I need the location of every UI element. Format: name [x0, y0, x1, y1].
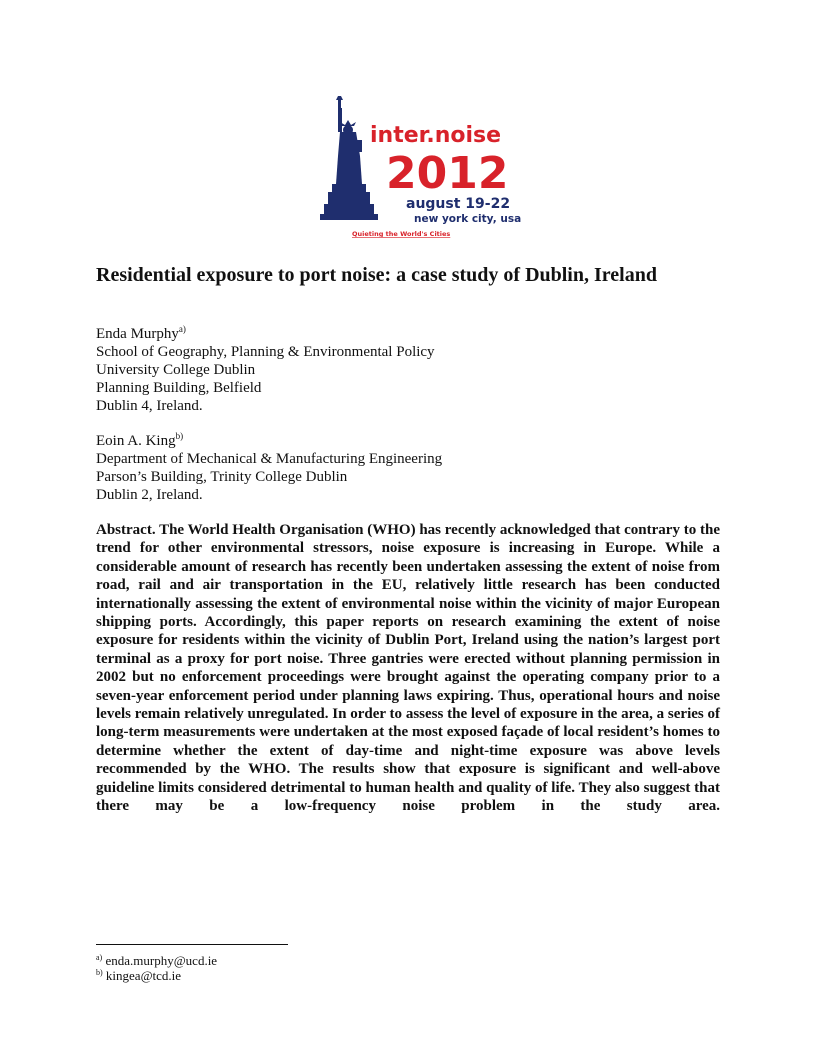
footnote-divider	[96, 944, 288, 945]
affiliation-line: School of Geography, Planning & Environmental Policy	[96, 344, 435, 360]
conference-logo	[318, 96, 522, 242]
affiliation-line: Dublin 2, Ireland.	[96, 487, 203, 503]
logo-line1: inter.noise	[370, 123, 502, 148]
abstract	[96, 521, 720, 816]
affiliation-line: Department of Mechanical & Manufacturing Engineering	[96, 451, 443, 467]
affiliation-line: Planning Building, Belfield	[96, 380, 262, 396]
author-block-1	[96, 325, 736, 415]
footnote-email: enda.murphy@ucd.ie	[105, 953, 218, 968]
footnote-marker: a)	[96, 953, 103, 962]
author-marker: b)	[175, 431, 184, 441]
author-marker: a)	[178, 324, 186, 334]
footnote-b	[96, 968, 181, 983]
affiliation-line: Parson’s Building, Trinity College Dublin	[96, 469, 348, 485]
logo-tagline: Quieting the World's Cities	[352, 230, 451, 238]
author-name-line	[96, 325, 736, 343]
footnote-email: kingea@tcd.ie	[105, 968, 182, 983]
author-name-line	[96, 432, 736, 450]
logo-line3: august 19-22	[406, 196, 511, 212]
paper-title: Residential exposure to port noise: a case study of Dublin, Ireland	[96, 264, 657, 286]
logo-line4: new york city, usa	[414, 213, 522, 225]
affiliation-line: University College Dublin	[96, 362, 256, 378]
author-block-2	[96, 432, 736, 504]
footnote-marker: b)	[96, 968, 103, 977]
affiliation-line: Dublin 4, Ireland.	[96, 398, 203, 414]
author-name: Enda Murphy	[96, 326, 179, 342]
footnote-a	[96, 953, 217, 968]
abstract-label: Abstract.	[96, 522, 156, 538]
abstract-text: The World Health Organisation (WHO) has recently acknowledged that contrary to the trend for other environmental stressors, noise exposure is increasing in Europe. While a considerable amount of research has recently been undertaken assessing the extent of noise from road, rail and air transportation in the EU, relatively little research has been conducted internationally assessing the extent of environmental noise within the vicinity of major European shipping ports. Accordingly, this paper reports on research examining the extent of noise exposure for residents within the vicinity of Dublin Port, Ireland using the nation’s largest port terminal as a proxy for port noise. Three gantries were erected without planning permission in 2002 but no enforcement proceedings were brought against the operating company prior to a seven-year enforcement period under planning laws expiring. Thus, operational hours and noise levels remain relatively unregulated. In order to assess the level of exposure in the area, a series of long-term measurements were undertaken at the most exposed façade of local resident’s homes to determine whether the extent of day-time and night-time exposure was above levels recommended by the WHO. The results show that exposure is significant and well-above guideline limits considered detrimental to human health and quality of life. They also suggest that there may be a low-frequency noise problem in the study area.	[96, 522, 720, 815]
statue-of-liberty-icon	[320, 96, 378, 220]
logo-line2: 2012	[386, 148, 509, 199]
author-name: Eoin A. King	[96, 433, 176, 449]
